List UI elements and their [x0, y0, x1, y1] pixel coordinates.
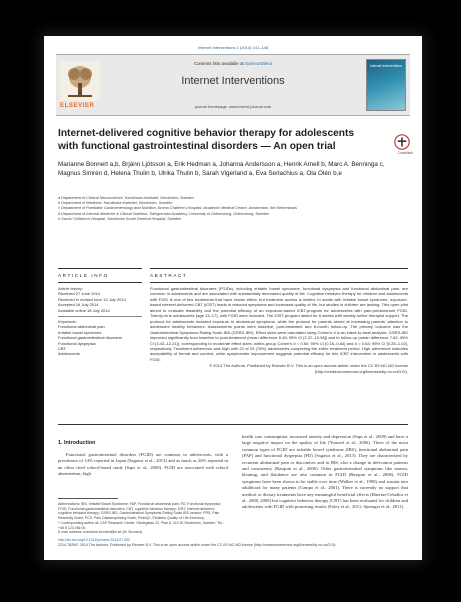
crossmark-label: CrossMark	[397, 151, 413, 155]
footnotes	[58, 498, 228, 535]
divider	[150, 282, 408, 283]
article-title: Internet-delivered cognitive behavior therapy for adolescents with functional gastrointestinal disorders — An open trial	[58, 128, 355, 152]
body-paragraph: health care consumption, increased anxiety and depression (Saps et al., 2009) and have a large negative impact on the quality of life (Youssef et al., 2006). Three of the most common types of FGID are irritable bowel syndrome (IBS), functional abdominal pain (FAP) and functional dyspepsia (FD) (Sagawa et al., 2013). They are characterized by recurrent abdominal pain or discomfort and in IBS, also a change in defecation patterns and consistency (Rasquin et al., 2006). Other gastrointestinal symptoms like nausea, bloating, and flatulence are also common in FGID (Rasquin et al., 2006). FGID symptoms have been shown to be stable over time (Walker et al., 1998) and sustain into adulthood for many patients (Campo et al., 2001). There is currently no support that medical or dietary treatments have any meaningful beneficial effects (Huertas-Ceballos et al., 2008, 2009) but cognitive behavior therapy (CBT) has been evaluated for children and adolescents with FGID with promising results (Foley et al., 2011; Sprenger et al., 2011).	[242, 434, 408, 510]
affiliation-item: c Department of Paediatric Gastroenterology and Nutrition, Emma Children's Hospital, Academic Medical Centre, Amsterdam, the Netherlands	[58, 206, 297, 211]
abstract-text: Functional gastrointestinal disorders (FGIDs), including irritable bowel syndrome, functional dyspepsia and functional abdominal pain, are common in adolescents and are associated with substantially decreased quality of life. Cognitive behavior therapy for children and adolescents with FGID is one of few treatments that have shown effect, but treatment access is limited. In adults with irritable bowel syndrome, exposure-based internet-delivered CBT (ICBT) leads to reduced symptoms and increased quality of life, but studies in children are lacking. This open pilot aimed to evaluate feasibility and the potential efficacy of an exposure-based ICBT-program for adolescents with pain-predominant FGID. Twenty-nine adolescents (age 13–17), with FGID were included. The ICBT-program lasted for 8 weeks with weekly online therapist support. The protocol for adolescents included exposure to abdominal symptoms, while the protocol for parents aimed at increasing parents' attention to adolescent healthy behaviors. Assessments points were baseline, post-treatment and 6-month follow-up. The primary outcome was the Gastrointestinal Symptoms Rating Scale-IBS (GSRS-IBS). Effect sizes were calculated using Cohen's d in an intent-to-treat analysis. GSRS-IBS improved significantly from baseline to post-treatment (mean difference 6.48; 95% CI [2.37–10.58]) and to follow-up (mean difference 7.82; 95% CI [3.43–12.21]), corresponding to moderate effect sizes: within-group Cohen's d = 0.50; 95% CI [0.16–0.84] and d = 0.63; 95% CI [0.28–1.02], respectively. Treatment adherence was high with 22 of 29 (76%) adolescents completing the entire treatment period. High adherence indicates acceptability of format and content, while symptomatic improvement suggests potential efficacy for this ICBT intervention in adolescents with FGID.	[150, 286, 409, 362]
keyword-item: Functional dyspepsia	[58, 340, 96, 346]
affiliation-item: a Department of Clinical Neuroscience, Karolinska Institutet, Stockholm, Sweden	[58, 196, 194, 200]
keywords-label: Keywords:	[58, 319, 77, 325]
body-left-column	[58, 434, 228, 478]
divider	[150, 268, 408, 269]
email-footnote[interactable]: E-mail address: marianne.bonnert@ki.se (M. Bonnert).	[58, 530, 143, 535]
keyword-item: Adolescents	[58, 351, 80, 357]
crossmark-icon[interactable]	[394, 134, 410, 150]
cover-title: Internet Interventions	[370, 64, 402, 68]
contents-line	[56, 61, 410, 66]
keyword-item: Irritable bowel syndrome	[58, 329, 102, 335]
keyword-item: Functional abdominal pain	[58, 324, 105, 330]
page-footer	[58, 538, 408, 548]
abstract-heading: ABSTRACT	[150, 273, 188, 278]
journal-homepage[interactable]: journal homepage: www.invent-journal.com	[194, 104, 272, 109]
history-item: Received 27 June 2014	[58, 291, 101, 297]
affiliation-item: b Department of Medicine, Karolinska Institutet, Stockholm, Sweden	[58, 201, 173, 206]
divider	[58, 316, 142, 317]
affiliation-item: e Sachs' Children's Hospital, Stockholm South General Hospital, Sweden	[58, 216, 182, 221]
abstract-copyright: © 2014 The Authors. Published by Elsevier B.V. This is an open access article under the CC BY-NC-ND license (http://creativecommons.org/licenses/by-nc-nd/3.0/).	[209, 363, 408, 374]
journal-reference[interactable]: Internet Interventions 1 (2014) 141–148	[197, 45, 269, 50]
paper-page	[44, 36, 422, 560]
history-item: Available online 18 July 2014	[58, 307, 110, 313]
article-info	[58, 286, 142, 357]
doi-link[interactable]: http://dx.doi.org/10.1016/j.invent.2014.07.002	[58, 538, 131, 542]
history-label: Article history:	[58, 286, 84, 291]
history-item: Accepted 16 July 2014	[58, 302, 99, 308]
keyword-item: CBT	[58, 346, 66, 352]
divider	[58, 424, 408, 425]
journal-title: Internet Interventions	[181, 75, 285, 87]
affiliations	[58, 196, 408, 222]
affiliation-item: d Department of Internal Medicine & Clinical Nutrition, Sahlgrenska Academy, University of Gothenburg, Gothenburg, Sweden	[58, 211, 270, 216]
sciencedirect-link[interactable]: ScienceDirect	[244, 61, 273, 66]
corresponding-author-footnote: * Corresponding author at: CAP Research Center, Gävlegatan 22, Plan 8, 113 30 Stockholm, Sweden. Tel.: +46 8 123 456 00.	[58, 520, 224, 530]
keyword-item: Functional gastrointestinal disorders	[58, 335, 123, 341]
section-title: 1. Introduction	[58, 440, 96, 446]
publisher-wordmark: ELSEVIER	[60, 103, 95, 109]
journal-header	[56, 54, 410, 116]
journal-cover-thumbnail	[366, 59, 406, 111]
footnote-rule	[58, 498, 118, 499]
author-list: Marianne Bonnert a,b, Brjánn Ljótsson a, Erik Hedman a, Johanna Andersson a, Henrik Arnell b, Marc A. Benninga c, Magnus Simrén d, Helena Thulin b, Ulrika Thulin b, Sarah Vigerland a, Eva Serlachius a, Ola Olén b,e	[58, 161, 385, 177]
contents-prefix: Contents lists available at	[193, 61, 245, 66]
license-line: 2214-7829/© 2014 The Authors. Published by Elsevier B.V. This is an open access article under the CC BY-NC-ND license (http://creativecommons.org/licenses/by-nc-nd/3.0/).	[58, 542, 337, 547]
body-paragraph: Functional gastrointestinal disorders (FGID) are common in adolescents, with a prevalence of 14% reported in Japan (Sagawa et al., 2013) and as much as 26% reported in an often cited school-based study (Saps et al., 2009). FGID are associated with school absenteeism, high	[58, 452, 228, 477]
divider	[58, 268, 142, 269]
body-right-column	[242, 434, 408, 511]
history-item: Received in revised form 13 July 2014	[58, 296, 126, 302]
abbreviations-footnote: Abbreviations: IBS, Irritable Bowel Syndrome; FAP, Functional abdominal pain; FD, Functional dyspepsia; FGID, Functional gastrointestinal disorders; CBT, cognitive behavior therapy; ICBT, Internet-delivered cognitive behavior therapy; GSRS-IBS, Gastrointestinal Symptoms Rating Scale-IBS version; PRS, Pain Reactivity Scale; PCS, Pain Catastrophizing Scale; PedsQL, Pediatric Quality of Life Inventory.	[58, 502, 222, 521]
article-info-heading: ARTICLE INFO	[58, 273, 109, 278]
abstract	[150, 286, 408, 374]
divider	[58, 282, 142, 283]
